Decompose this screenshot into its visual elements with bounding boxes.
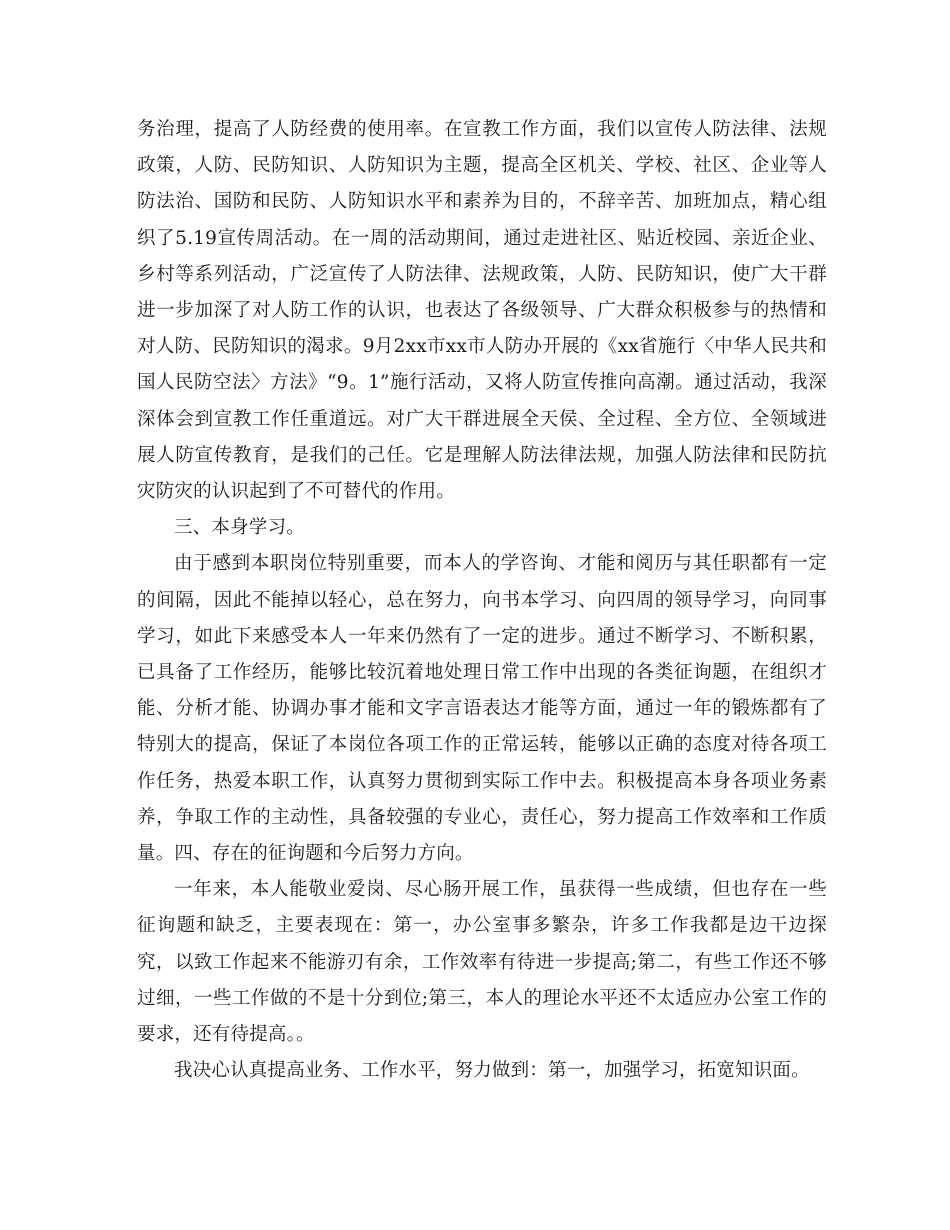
paragraph-self-study: 由于感到本职岗位特别重要，而本人的学咨询、才能和阅历与其任职都有一定的间隔，因此不能掉以轻心，总在努力，向书本学习、向四周的领导学习，向同事学习，如此下来感受本人一年来仍然有了一定的进步。通过不断学习、不断积累，已具备了工作经历，能够比较沉着地处理日常工作中出现的各类征询题，在组织才能、分析才能、协调办事才能和文字言语表达才能等方面，通过一年的锻炼都有了特别大的提高，保证了本岗位各项工作的正常运转，能够以正确的态度对待各项工作任务，热爱本职工作，认真努力贯彻到实际工作中去。积极提高本身各项业务素养，争取工作的主动性，具备较强的专业心，责任心，努力提高工作效率和工作质量。四、存在的征询题和今后努力方向。 <box>137 553 827 865</box>
paragraph-education-work: 务治理，提高了人防经费的使用率。在宣教工作方面，我们以宣传人防法律、法规政策，人防、民防知识、人防知识为主题，提高全区机关、学校、社区、企业等人防法治、国防和民防、人防知识水平和素养为目的，不辞辛苦、加班加点，精心组织了5.19宣传周活动。在一周的活动期间，通过走进社区、贴近校园、亲近企业、乡村等系列活动，广泛宣传了人防法律、法规政策，人防、民防知识，使广大干群进一步加深了对人防工作的认识，也表达了各级领导、广大群众积极参与的热情和对人防、民防知识的渴求。9月2xx市xx市人防办开展的《xx省施行〈中华人民共和国人民防空法〉方法》“9。1”施行活动，又将人防宣传推向高潮。通过活动，我深深体会到宣教工作任重道远。对广大干群进展全天侯、全过程、全方位、全领域进展人防宣传教育，是我们的己任。它是理解人防法律法规，加强人防法律和民防抗灾防灾的认识起到了不可替代的作用。 <box>137 119 827 503</box>
paragraph-resolution: 我决心认真提高业务、工作水平，努力做到：第一，加强学习，拓宽知识面。 <box>174 1060 810 1082</box>
paragraph-problems: 一年来，本人能敬业爱岗、尽心肠开展工作，虽获得一些成绩，但也存在一些征询题和缺乏，主要表现在：第一，办公室事多繁杂，许多工作我都是边干边探究，以致工作起来不能游刃有余，工作效率有待进一步提高;第二，有些工作还不够过细，一些工作做的不是十分到位;第三，本人的理论水平还不太适应办公室工作的要求，还有待提高。。 <box>137 879 827 1046</box>
heading-self-study: 三、本身学习。 <box>174 517 305 539</box>
document-body <box>137 112 827 1089</box>
